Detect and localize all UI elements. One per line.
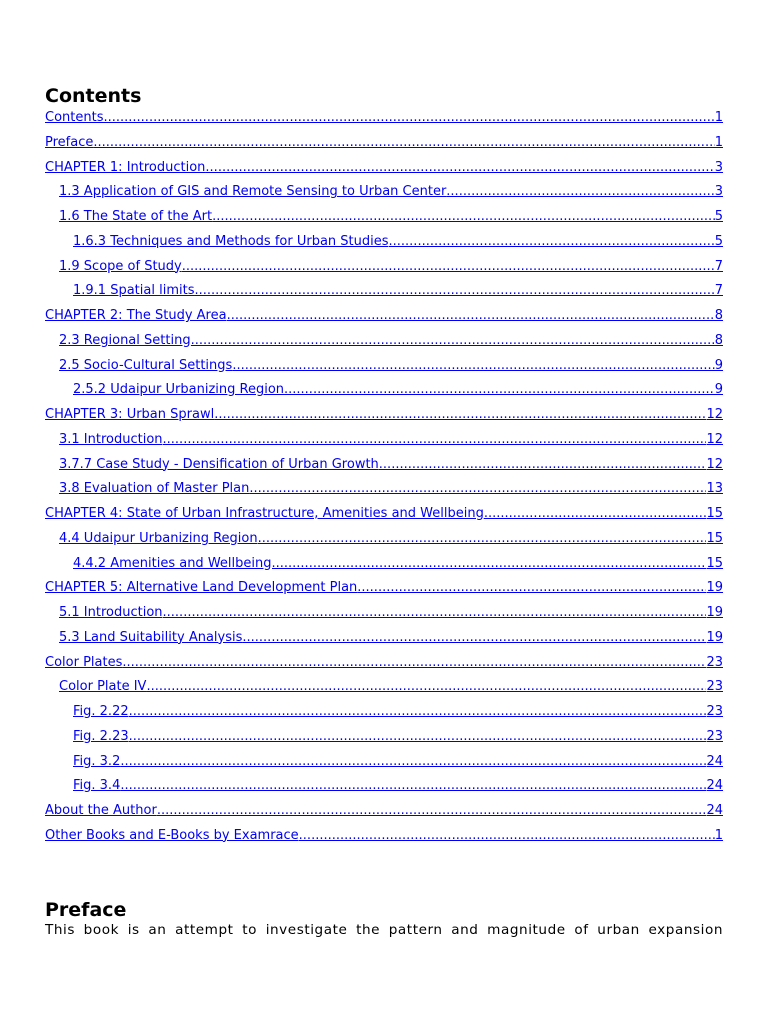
toc-entry-title: 2.3 Regional Setting	[59, 332, 191, 348]
toc-entry-page: 7	[714, 258, 723, 274]
toc-entry-title: Fig. 3.2	[73, 753, 121, 769]
toc-entry-page: 23	[706, 728, 723, 744]
toc-entry[interactable]	[45, 180, 723, 205]
toc-entry-page: 23	[706, 654, 723, 670]
toc-entry[interactable]	[45, 700, 723, 725]
toc-entry-title: Fig. 2.22	[73, 704, 129, 719]
toc-entry[interactable]	[45, 477, 723, 502]
toc-entry-page: 24	[706, 753, 723, 769]
toc-entry[interactable]	[45, 750, 723, 775]
toc-leader-dots	[205, 156, 714, 181]
toc-entry[interactable]	[45, 329, 723, 354]
toc-entry[interactable]	[45, 279, 723, 304]
preface-paragraph: This book is an attempt to investigate the pattern and magnitude of urban expansion	[45, 922, 723, 938]
toc-leader-dots	[129, 725, 707, 750]
toc-entry[interactable]	[45, 131, 723, 156]
toc-leader-dots	[182, 255, 715, 280]
contents-heading: Contents	[45, 85, 142, 107]
toc-entry-title: Contents	[45, 110, 104, 125]
toc-entry-title: 1.6 The State of the Art	[59, 209, 213, 224]
toc-entry[interactable]	[45, 824, 723, 849]
toc-leader-dots	[299, 824, 715, 849]
toc-entry-title: Color Plate IV	[59, 679, 147, 695]
toc-entry-page: 19	[706, 605, 723, 620]
toc-leader-dots	[258, 527, 707, 552]
toc-leader-dots	[120, 750, 706, 775]
toc-entry-title: CHAPTER 2: The Study Area	[45, 308, 227, 323]
toc-entry-page: 19	[706, 629, 723, 645]
toc-entry[interactable]	[45, 255, 723, 280]
toc-entry-title: 1.3 Application of GIS and Remote Sensing to Urban Center	[59, 184, 447, 200]
toc-entry-title: Preface	[45, 134, 94, 150]
toc-entry[interactable]	[45, 576, 723, 601]
toc-entry-page: 7	[714, 283, 723, 299]
toc-entry[interactable]	[45, 403, 723, 428]
toc-entry[interactable]	[45, 626, 723, 651]
toc-entry-title: Fig. 2.23	[73, 728, 129, 744]
toc-entry[interactable]	[45, 205, 723, 230]
toc-leader-dots	[163, 601, 707, 626]
toc-entry-page: 24	[706, 803, 723, 818]
toc-entry-title: Color Plates	[45, 654, 123, 670]
toc-entry[interactable]	[45, 502, 723, 527]
toc-leader-dots	[122, 651, 706, 676]
toc-entry[interactable]	[45, 354, 723, 379]
toc-entry[interactable]	[45, 106, 723, 131]
toc-entry-title: CHAPTER 5: Alternative Land Development Plan	[45, 580, 358, 596]
toc-leader-dots	[212, 205, 715, 230]
toc-entry-title: 3.7.7 Case Study - Densification of Urban Growth	[59, 456, 379, 472]
toc-entry-page: 15	[706, 506, 723, 521]
toc-entry-title: 3.1 Introduction	[59, 431, 163, 447]
toc-entry[interactable]	[45, 725, 723, 750]
toc-entry[interactable]	[45, 453, 723, 478]
toc-entry-title: 1.9 Scope of Study	[59, 258, 182, 274]
toc-entry[interactable]	[45, 675, 723, 700]
toc-entry-page: 8	[714, 308, 723, 323]
toc-leader-dots	[103, 106, 714, 131]
toc-entry[interactable]	[45, 378, 723, 403]
toc-entry[interactable]	[45, 774, 723, 799]
toc-entry-title: CHAPTER 3: Urban Sprawl	[45, 407, 215, 422]
toc-entry-page: 3	[714, 159, 723, 175]
toc-entry-page: 3	[714, 184, 723, 200]
toc-entry-page: 13	[706, 481, 723, 497]
toc-entry[interactable]	[45, 230, 723, 255]
toc-entry-title: 1.9.1 Spatial limits	[73, 283, 195, 299]
toc-entry-page: 12	[706, 431, 723, 447]
toc-entry-title: 3.8 Evaluation of Master Plan	[59, 481, 250, 497]
toc-leader-dots	[227, 304, 715, 329]
toc-leader-dots	[214, 403, 706, 428]
toc-entry-title: CHAPTER 4: State of Urban Infrastructure, Amenities and Wellbeing	[45, 506, 484, 521]
toc-leader-dots	[389, 230, 715, 255]
toc-entry[interactable]	[45, 601, 723, 626]
toc-entry[interactable]	[45, 552, 723, 577]
toc-leader-dots	[446, 180, 714, 205]
toc-leader-dots	[272, 552, 707, 577]
toc-leader-dots	[249, 477, 706, 502]
toc-entry-title: 1.6.3 Techniques and Methods for Urban Studies	[73, 233, 389, 249]
toc-entry-page: 19	[706, 580, 723, 596]
toc-entry-page: 15	[706, 555, 723, 571]
toc-entry-page: 9	[714, 357, 723, 373]
toc-leader-dots	[129, 700, 707, 725]
toc-leader-dots	[191, 329, 715, 354]
toc-entry-title: 5.3 Land Suitability Analysis	[59, 629, 243, 645]
toc-entry-page: 5	[714, 233, 723, 249]
toc-leader-dots	[146, 675, 706, 700]
toc-entry-page: 24	[706, 778, 723, 794]
toc-entry-page: 1	[714, 110, 723, 125]
toc-entry[interactable]	[45, 156, 723, 181]
toc-entry-title: 4.4 Udaipur Urbanizing Region	[59, 530, 258, 546]
toc-entry[interactable]	[45, 428, 723, 453]
toc-leader-dots	[242, 626, 706, 651]
toc-entry-page: 1	[714, 134, 723, 150]
toc-entry-page: 12	[706, 407, 723, 422]
toc-entry-page: 8	[714, 332, 723, 348]
toc-entry-title: Fig. 3.4	[73, 778, 121, 794]
toc-entry-title: 2.5.2 Udaipur Urbanizing Region	[73, 382, 285, 398]
toc-entry[interactable]	[45, 651, 723, 676]
toc-entry-page: 1	[714, 827, 723, 843]
toc-entry-page: 23	[706, 679, 723, 695]
toc-entry-page: 9	[714, 382, 723, 398]
toc-leader-dots	[484, 502, 707, 527]
toc-entry-title: About the Author	[45, 803, 157, 818]
preface-heading: Preface	[45, 899, 127, 921]
toc-entry-title: Other Books and E-Books by Examrace	[45, 827, 299, 843]
toc-entry-title: 5.1 Introduction	[59, 605, 163, 620]
toc-entry-title: 4.4.2 Amenities and Wellbeing	[73, 555, 272, 571]
toc-leader-dots	[284, 378, 715, 403]
toc-leader-dots	[120, 774, 706, 799]
toc-leader-dots	[194, 279, 714, 304]
toc-leader-dots	[357, 576, 706, 601]
toc-leader-dots	[93, 131, 714, 156]
toc-entry-page: 5	[714, 209, 723, 224]
toc-entry[interactable]	[45, 799, 723, 824]
toc-entry[interactable]	[45, 304, 723, 329]
toc-entry-page: 15	[706, 530, 723, 546]
toc-entry-page: 23	[706, 704, 723, 719]
toc-entry-title: 2.5 Socio-Cultural Settings	[59, 357, 233, 373]
toc-leader-dots	[232, 354, 714, 379]
toc-leader-dots	[163, 428, 707, 453]
toc-entry-title: CHAPTER 1: Introduction	[45, 159, 206, 175]
toc-entry[interactable]	[45, 527, 723, 552]
toc-leader-dots	[379, 453, 707, 478]
table-of-contents	[45, 106, 723, 849]
toc-leader-dots	[157, 799, 707, 824]
toc-entry-page: 12	[706, 456, 723, 472]
